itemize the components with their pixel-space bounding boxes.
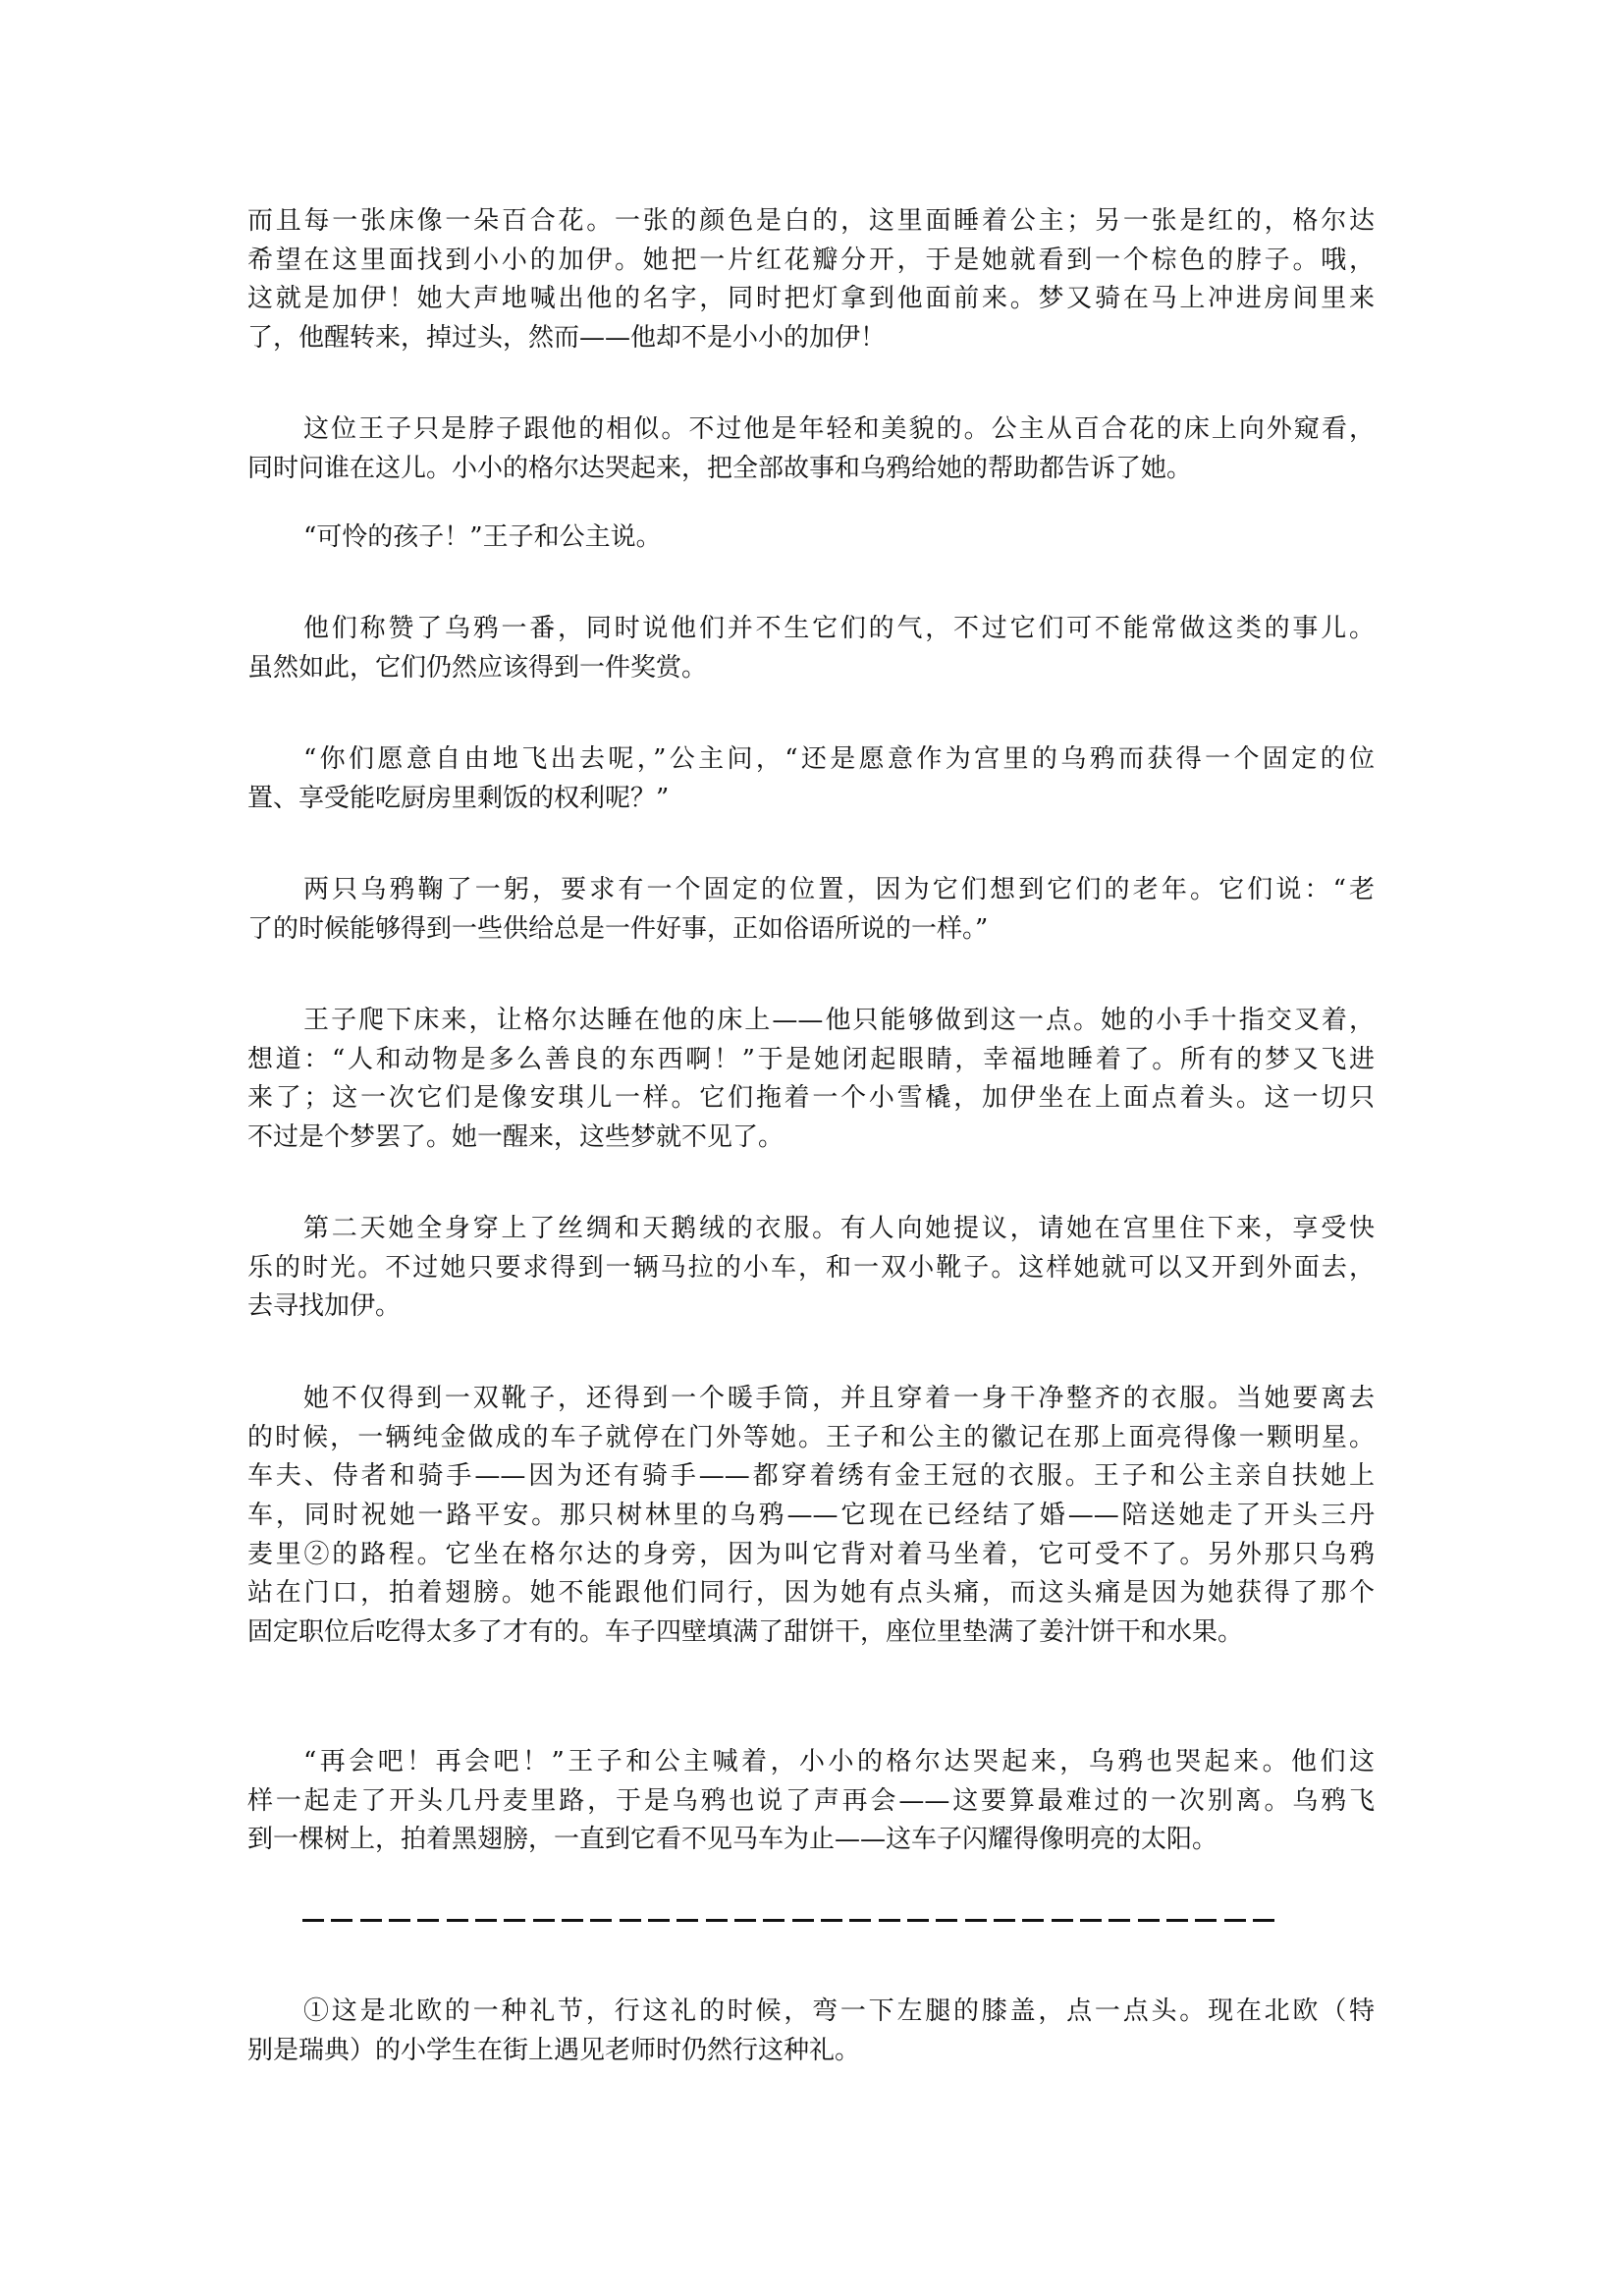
text-line: 的时候，一辆纯金做成的车子就停在门外等她。王子和公主的徽记在那上面亮得像一颗明星。 [247,1422,1375,1452]
separator-dash [562,1919,583,1922]
paragraph-3 [247,519,1375,558]
text-line: 她不仅得到一双靴子，还得到一个暖手筒，并且穿着一身干净整齐的衣服。当她要离去 [303,1384,1375,1413]
text-line: 来了；这一次它们是像安琪儿一样。它们拖着一个小雪橇，加伊坐在上面点着头。这一切只 [247,1083,1375,1114]
separator-dash [1138,1919,1160,1922]
separator-dash [302,1919,324,1922]
separator-dash [648,1919,670,1922]
separator-dash [447,1919,468,1922]
separator-dash [821,1919,842,1922]
paragraph-8 [247,1210,1375,1327]
footnote-line: ①这是北欧的一种礼节，行这礼的时候，弯一下左腿的膝盖，点一点头。现在北欧（特 [303,1996,1375,2026]
separator-dash [676,1919,698,1922]
separator-dash [763,1919,784,1922]
footnote [247,1993,1375,2070]
separator-dash [620,1919,641,1922]
paragraph-1 [247,202,1375,358]
separator-dash [360,1919,382,1922]
separator-dash [1224,1919,1246,1922]
separator-dash [1080,1919,1102,1922]
text-line: 同时问谁在这儿。小小的格尔达哭起来，把全部故事和乌鸦给她的帮助都告诉了她。 [247,453,1193,483]
separator-dash [734,1919,756,1922]
text-line: 而且每一张床像一朵百合花。一张的颜色是白的，这里面睡着公主；另一张是红的，格尔达 [247,206,1375,236]
text-line: “可怜的孩子！”王子和公主说。 [303,522,662,552]
text-line: 了的时候能够得到一些供给总是一件好事，正如俗语所说的一样。” [247,913,989,944]
text-line: 车夫、侍者和骑手——因为还有骑手——都穿着绣有金王冠的衣服。王子和公主亲自扶她上 [247,1461,1375,1492]
text-line: 虽然如此，它们仍然应该得到一件奖赏。 [247,652,708,683]
text-line: 固定职位后吃得太多了才有的。车子四壁填满了甜饼干，座位里垫满了姜汁饼干和水果。 [247,1617,1244,1648]
text-line: 站在门口，拍着翅膀。她不能跟他们同行，因为她有点头痛，而这头痛是因为她获得了那个 [247,1578,1375,1609]
separator-dash [331,1919,352,1922]
separator-dash [475,1919,497,1922]
text-line: 车，同时祝她一路平安。那只树林里的乌鸦——它现在已经结了婚——陪送她走了开头三丹 [247,1501,1375,1531]
separator-dash [792,1919,814,1922]
paragraph-9 [247,1380,1375,1653]
text-line: 不过是个梦罢了。她一醒来，这些梦就不见了。 [247,1122,784,1153]
separator-dash [504,1919,525,1922]
paragraph-4 [247,610,1375,687]
text-line: 去寻找加伊。 [247,1291,402,1322]
separator-dash [936,1919,957,1922]
separator-dash [417,1919,439,1922]
paragraph-5 [247,740,1375,818]
text-line: 置、享受能吃厨房里剩饭的权利呢？” [247,783,670,813]
text-line: 样一起走了开头几丹麦里路，于是乌鸦也说了声再会——这要算最难过的一次别离。乌鸦飞 [247,1785,1375,1816]
separator-dash [1109,1919,1130,1922]
text-line: 他们称赞了乌鸦一番，同时说他们并不生它们的气，不过它们可不能常做这类的事儿。 [303,614,1375,643]
separator-dash [590,1919,612,1922]
paragraph-10 [247,1743,1375,1860]
separator-dash [1253,1919,1274,1922]
text-line: 乐的时光。不过她只要求得到一辆马拉的小车，和一双小靴子。这样她就可以又开到外面去， [247,1252,1375,1283]
separator-dash [1166,1919,1188,1922]
text-line: 两只乌鸦鞠了一躬，要求有一个固定的位置，因为它们想到它们的老年。它们说：“老 [303,875,1375,904]
separator-dash [994,1919,1015,1922]
separator-dash [389,1919,410,1922]
text-line: 第二天她全身穿上了丝绸和天鹅绒的衣服。有人向她提议，请她在宫里住下来，享受快 [303,1214,1375,1243]
separator-dash [1022,1919,1044,1922]
separator-dash [1195,1919,1217,1922]
separator-dash [849,1919,871,1922]
paragraph-7 [247,1002,1375,1158]
text-line: 王子爬下床来，让格尔达睡在他的床上——他只能够做到这一点。她的小手十指交叉着， [303,1006,1375,1035]
separator-dash [533,1919,555,1922]
text-line: 想道：“人和动物是多么善良的东西啊！”于是她闭起眼睛，幸福地睡着了。所有的梦又飞进 [247,1044,1375,1074]
separator-dash [879,1919,900,1922]
paragraph-2 [247,410,1375,488]
separator-dash [706,1919,728,1922]
text-line: 了，他醒转来，掉过头，然而——他却不是小小的加伊！ [247,323,887,354]
text-line: 麦里②的路程。它坐在格尔达的身旁，因为叫它背对着马坐着，它可受不了。另外那只乌鸦 [247,1539,1375,1569]
footnote-separator [302,1908,1274,1932]
text-line: 到一棵树上，拍着黑翅膀，一直到它看不见马车为止——这车子闪耀得像明亮的太阳。 [247,1825,1218,1855]
footnote-line: 别是瑞典）的小学生在街上遇见老师时仍然行这种礼。 [247,2035,861,2065]
paragraph-6 [247,871,1375,949]
text-line: “再会吧！再会吧！”王子和公主喊着，小小的格尔达哭起来，乌鸦也哭起来。他们这 [303,1747,1375,1777]
text-line: 希望在这里面找到小小的加伊。她把一片红花瓣分开，于是她就看到一个棕色的脖子。哦， [247,245,1375,275]
text-line: 这就是加伊！她大声地喊出他的名字，同时把灯拿到他面前来。梦又骑在马上冲进房间里来 [247,284,1375,314]
text-line: 这位王子只是脖子跟他的相似。不过他是年轻和美貌的。公主从百合花的床上向外窥看， [303,414,1375,444]
separator-dash [965,1919,987,1922]
separator-dash [1052,1919,1073,1922]
text-line: “你们愿意自由地飞出去呢，”公主问，“还是愿意作为宫里的乌鸦而获得一个固定的位 [303,744,1375,774]
separator-dash [907,1919,929,1922]
